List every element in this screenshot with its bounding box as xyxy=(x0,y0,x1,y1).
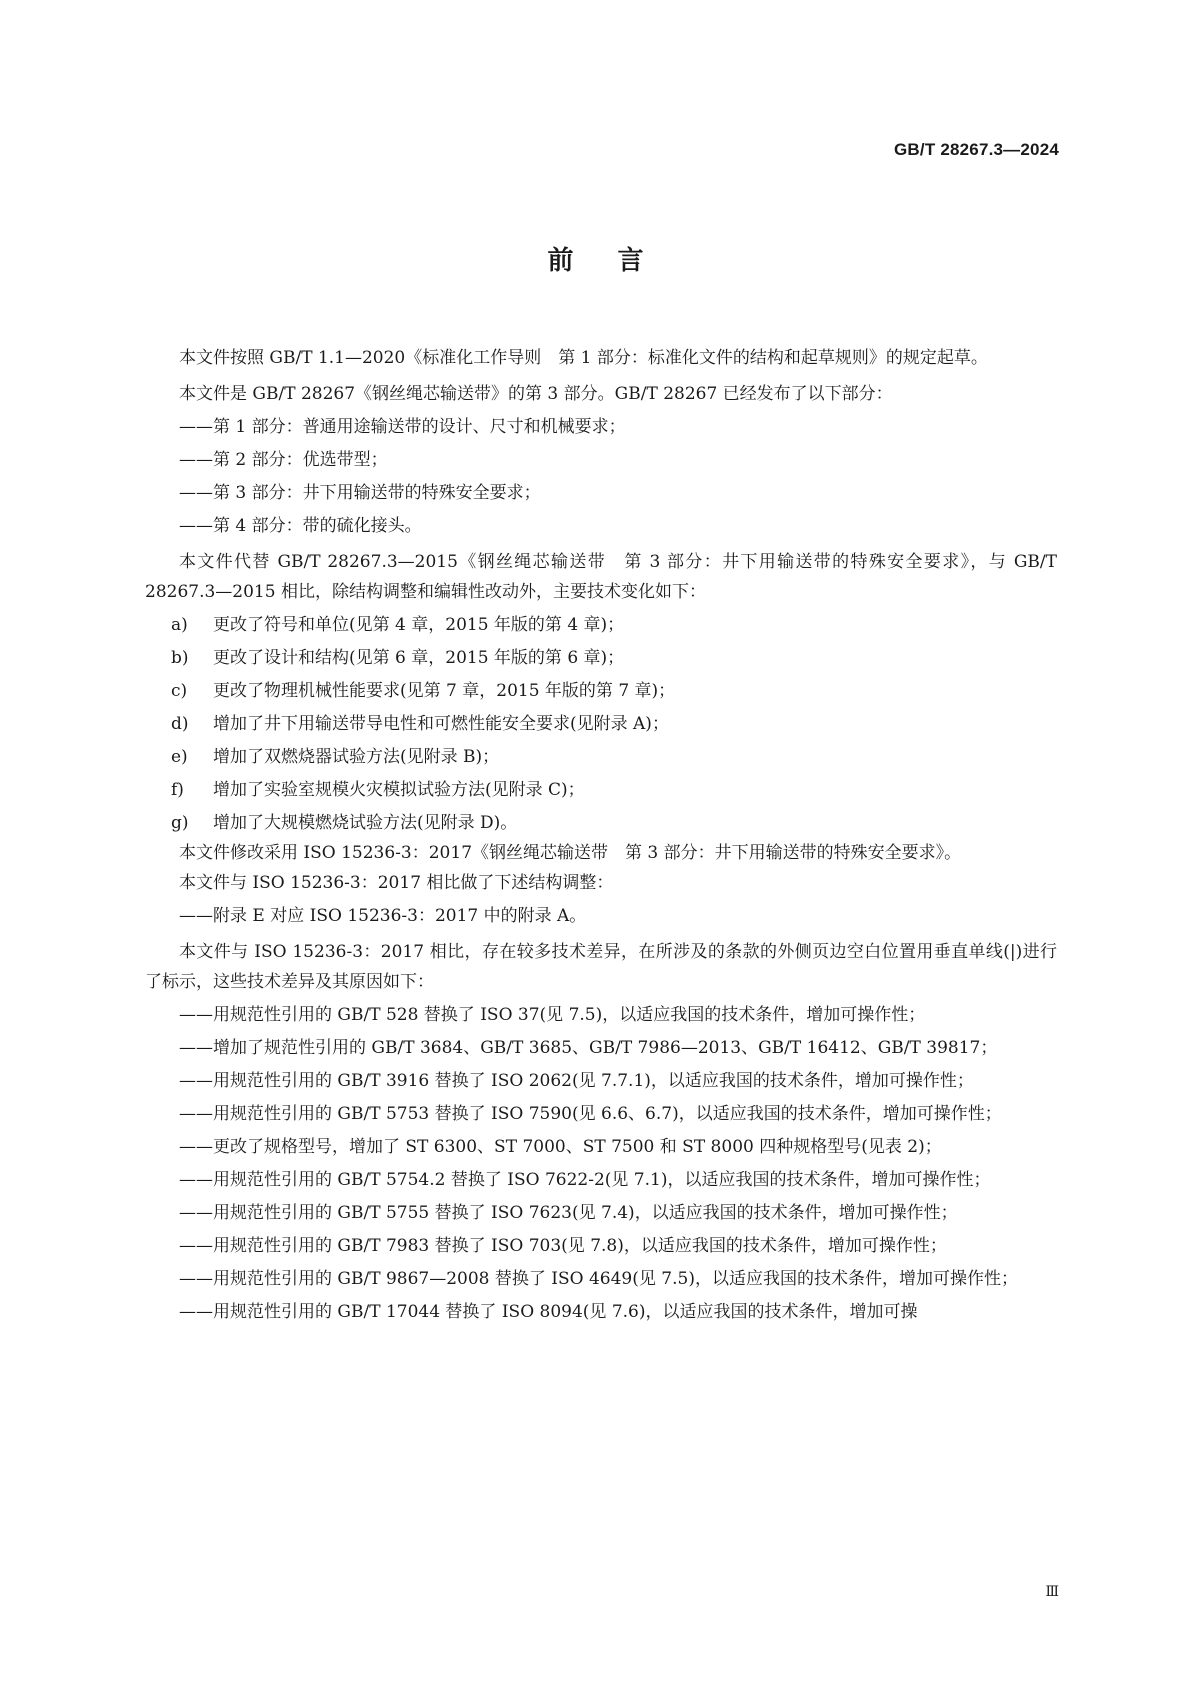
dash-mark: —— xyxy=(179,1302,213,1322)
change-item-a xyxy=(145,610,1057,640)
dash-mark: —— xyxy=(179,483,213,503)
item-mark: e) xyxy=(171,747,188,767)
paragraph-structure-adjustment: 本文件与 ISO 15236-3：2017 相比做了下述结构调整： xyxy=(179,873,614,893)
list-item-part-3 xyxy=(145,478,1057,508)
list-item-difference xyxy=(145,1165,1057,1195)
paragraph-modified-adoption: 本文件修改采用 ISO 15236-3：2017《钢丝绳芯输送带 第 3 部分：井下用输送带的特殊安全要求》。 xyxy=(179,843,962,863)
list-item-text: 用规范性引用的 GB/T 7983 替换了 ISO 703(见 7.8)，以适应我国的技术条件，增加可操作性； xyxy=(213,1236,947,1256)
change-item-f xyxy=(145,775,1057,805)
list-item-part-2 xyxy=(145,445,1057,475)
standard-number: GB/T 28267.3—2024 xyxy=(894,140,1059,159)
list-item-text: 增加了规范性引用的 GB/T 3684、GB/T 3685、GB/T 7986—2013、GB/T 16412、GB/T 39817； xyxy=(213,1038,998,1058)
dash-mark: —— xyxy=(179,1104,213,1124)
document-body xyxy=(145,343,1057,1327)
page-number: Ⅲ xyxy=(1045,1584,1059,1600)
list-item-text: 第 3 部分：井下用输送带的特殊安全要求； xyxy=(213,483,541,503)
list-item-difference xyxy=(145,1132,1057,1162)
list-item-text: 用规范性引用的 GB/T 5753 替换了 ISO 7590(见 6.6、6.7)，以适应我国的技术条件，增加可操作性； xyxy=(213,1104,1002,1124)
paragraph-replaces: 本文件代替 GB/T 28267.3—2015《钢丝绳芯输送带 第 3 部分：井下用输送带的特殊安全要求》，与 GB/T 28267.3—2015 相比，除结构调整和编辑性改动外，主要技术变化如下： xyxy=(145,552,1057,602)
list-item-part-1 xyxy=(145,412,1057,442)
list-item-difference xyxy=(145,1297,1057,1327)
item-mark: f) xyxy=(171,780,184,800)
list-item-text: 用规范性引用的 GB/T 528 替换了 ISO 37(见 7.5)，以适应我国的技术条件，增加可操作性； xyxy=(213,1005,926,1025)
change-item-b xyxy=(145,643,1057,673)
dash-mark: —— xyxy=(179,1038,213,1058)
list-item-structure xyxy=(145,901,1057,931)
item-text: 增加了井下用输送带导电性和可燃性能安全要求(见附录 A)； xyxy=(213,714,669,734)
dash-mark: —— xyxy=(179,1269,213,1289)
list-item-difference xyxy=(145,1099,1057,1129)
dash-mark: —— xyxy=(179,450,213,470)
list-item-difference xyxy=(145,1066,1057,1096)
paragraph-part-of-series: 本文件是 GB/T 28267《钢丝绳芯输送带》的第 3 部分。GB/T 28267 已经发布了以下部分： xyxy=(179,384,893,404)
item-text: 增加了实验室规模火灾模拟试验方法(见附录 C)； xyxy=(213,780,585,800)
item-text: 更改了物理机械性能要求(见第 7 章，2015 年版的第 7 章)； xyxy=(213,681,676,701)
dash-mark: —— xyxy=(179,1203,213,1223)
item-mark: g) xyxy=(171,813,189,833)
list-item-text: 附录 E 对应 ISO 15236-3：2017 中的附录 A。 xyxy=(213,906,587,926)
dash-mark: —— xyxy=(179,1170,213,1190)
list-item-text: 用规范性引用的 GB/T 17044 替换了 ISO 8094(见 7.6)，以适应我国的技术条件，增加可操 xyxy=(213,1302,918,1322)
list-item-difference xyxy=(145,1033,1057,1063)
item-text: 更改了设计和结构(见第 6 章，2015 年版的第 6 章)； xyxy=(213,648,625,668)
list-item-text: 更改了规格型号，增加了 ST 6300、ST 7000、ST 7500 和 ST 8000 四种规格型号(见表 2)； xyxy=(213,1137,942,1157)
dash-mark: —— xyxy=(179,906,213,926)
list-item-part-4 xyxy=(145,511,1057,541)
list-item-text: 用规范性引用的 GB/T 9867—2008 替换了 ISO 4649(见 7.5)，以适应我国的技术条件，增加可操作性； xyxy=(213,1269,1018,1289)
item-mark: c) xyxy=(171,681,188,701)
item-text: 更改了符号和单位(见第 4 章，2015 年版的第 4 章)； xyxy=(213,615,625,635)
list-item-text: 第 4 部分：带的硫化接头。 xyxy=(213,516,422,536)
change-item-g xyxy=(145,808,1057,838)
paragraph-technical-differences: 本文件与 ISO 15236-3：2017 相比，存在较多技术差异，在所涉及的条款的外侧页边空白位置用垂直单线(|)进行了标示，这些技术差异及其原因如下： xyxy=(145,942,1057,992)
list-item-text: 第 2 部分：优选带型； xyxy=(213,450,388,470)
change-item-d xyxy=(145,709,1057,739)
item-text: 增加了大规模燃烧试验方法(见附录 D)。 xyxy=(213,813,518,833)
list-item-difference xyxy=(145,1198,1057,1228)
page-title: 前言 xyxy=(547,246,688,276)
change-item-e xyxy=(145,742,1057,772)
item-mark: b) xyxy=(171,648,189,668)
dash-mark: —— xyxy=(179,1137,213,1157)
list-item-difference xyxy=(145,1000,1057,1030)
item-mark: a) xyxy=(171,615,188,635)
item-text: 增加了双燃烧器试验方法(见附录 B)； xyxy=(213,747,500,767)
dash-mark: —— xyxy=(179,1236,213,1256)
list-item-text: 用规范性引用的 GB/T 5755 替换了 ISO 7623(见 7.4)，以适应我国的技术条件，增加可操作性； xyxy=(213,1203,958,1223)
list-item-difference xyxy=(145,1231,1057,1261)
dash-mark: —— xyxy=(179,417,213,437)
dash-mark: —— xyxy=(179,1005,213,1025)
dash-mark: —— xyxy=(179,516,213,536)
list-item-difference xyxy=(145,1264,1057,1294)
change-item-c xyxy=(145,676,1057,706)
paragraph-drafting-basis: 本文件按照 GB/T 1.1—2020《标准化工作导则 第 1 部分：标准化文件的结构和起草规则》的规定起草。 xyxy=(179,348,988,368)
list-item-text: 用规范性引用的 GB/T 5754.2 替换了 ISO 7622-2(见 7.1)，以适应我国的技术条件，增加可操作性； xyxy=(213,1170,991,1190)
dash-mark: —— xyxy=(179,1071,213,1091)
list-item-text: 用规范性引用的 GB/T 3916 替换了 ISO 2062(见 7.7.1)，以适应我国的技术条件，增加可操作性； xyxy=(213,1071,974,1091)
list-item-text: 第 1 部分：普通用途输送带的设计、尺寸和机械要求； xyxy=(213,417,626,437)
item-mark: d) xyxy=(171,714,189,734)
